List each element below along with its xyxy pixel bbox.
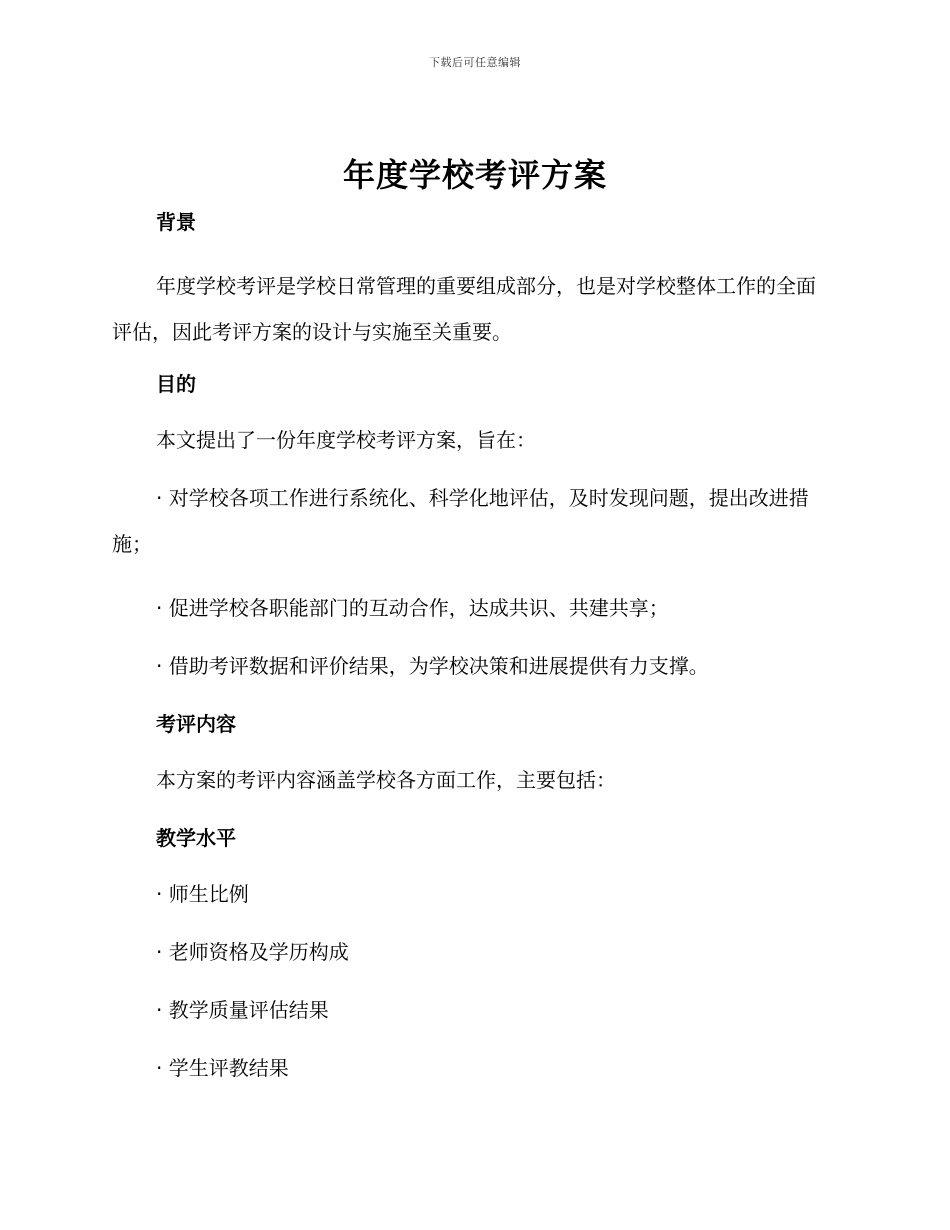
document-title: 年度学校考评方案 bbox=[342, 156, 607, 194]
list-item: · 借助考评数据和评价结果，为学校决策和进展提供有力支撑。 bbox=[156, 654, 709, 678]
paragraph-background: 年度学校考评是学校日常管理的重要组成部分，也是对学校整体工作的全面评估，因此考评方案的设计与实施至关重要。 bbox=[112, 274, 816, 344]
paragraph-content-intro: 本方案的考评内容涵盖学校各方面工作，主要包括： bbox=[156, 768, 616, 792]
document-body bbox=[112, 205, 832, 1085]
heading-teaching: 教学水平 bbox=[156, 826, 236, 850]
list-item: · 学生评教结果 bbox=[156, 1056, 289, 1080]
list-item: · 老师资格及学历构成 bbox=[156, 940, 349, 964]
paragraph-purpose-intro: 本文提出了一份年度学校考评方案，旨在： bbox=[156, 428, 536, 452]
list-item: · 促进学校各职能部门的互动合作，达成共识、共建共享； bbox=[156, 596, 669, 620]
heading-content: 考评内容 bbox=[156, 712, 236, 736]
heading-background: 背景 bbox=[156, 210, 196, 234]
page-header-note: 下载后可任意编辑 bbox=[429, 56, 521, 69]
list-item: · 教学质量评估结果 bbox=[156, 998, 329, 1022]
heading-purpose: 目的 bbox=[156, 372, 196, 396]
list-item: · 师生比例 bbox=[156, 882, 249, 906]
list-item: · 对学校各项工作进行系统化、科学化地评估，及时发现问题，提出改进措施； bbox=[112, 486, 809, 556]
